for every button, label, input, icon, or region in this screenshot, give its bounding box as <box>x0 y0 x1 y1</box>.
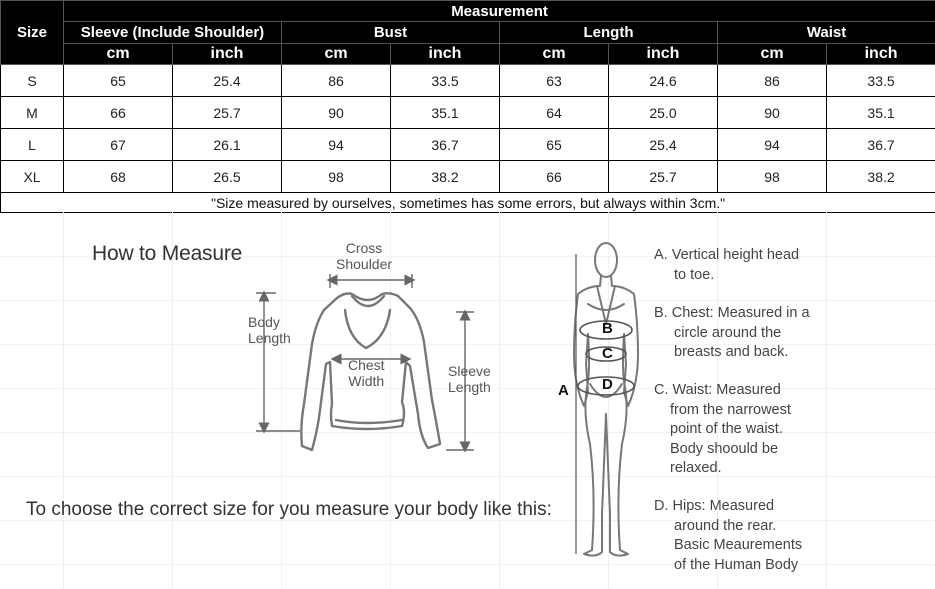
legend-line: B. Chest: Measured in a <box>654 305 810 321</box>
legend-line: point of the waist. <box>670 421 783 437</box>
body-length-label <box>248 314 291 346</box>
label-line: Body <box>248 314 280 330</box>
legend-line: Basic Meaurements <box>674 537 803 553</box>
label-line: Width <box>348 373 385 389</box>
body-letter-b: B <box>602 320 613 337</box>
legend-line: to toe. <box>674 266 715 283</box>
group-header-sleeve: Sleeve (Include Shoulder) <box>64 22 282 44</box>
size-chart-table <box>0 0 935 213</box>
instruction-text: To choose the correct size for you measure your body like this: <box>26 499 552 520</box>
unit-header: cm <box>718 44 827 65</box>
value-cell: 35.1 <box>391 97 500 129</box>
value-cell: 90 <box>718 97 827 129</box>
unit-header: inch <box>391 44 500 65</box>
value-cell: 94 <box>282 129 391 161</box>
body-letter-a: A <box>558 382 569 399</box>
legend-line: C. Waist: Measured <box>654 382 781 398</box>
value-cell: 35.1 <box>827 97 935 129</box>
legend-line: relaxed. <box>670 460 722 476</box>
value-cell: 25.7 <box>173 97 282 129</box>
label-line: Chest <box>348 357 385 373</box>
table-row <box>1 97 935 129</box>
label-line: Length <box>248 330 291 346</box>
value-cell: 90 <box>282 97 391 129</box>
legend-item-b <box>654 304 810 363</box>
value-cell: 38.2 <box>827 161 935 193</box>
value-cell: 25.0 <box>609 97 718 129</box>
label-line: Length <box>448 379 491 395</box>
value-cell: 33.5 <box>827 65 935 97</box>
cross-shoulder-label <box>336 240 392 272</box>
unit-header: cm <box>64 44 173 65</box>
value-cell: 65 <box>500 129 609 161</box>
value-cell: 26.5 <box>173 161 282 193</box>
value-cell: 36.7 <box>391 129 500 161</box>
value-cell: 24.6 <box>609 65 718 97</box>
body-figure-icon <box>574 243 638 556</box>
label-line: Sleeve <box>448 363 491 379</box>
size-cell: XL <box>1 161 64 193</box>
value-cell: 86 <box>282 65 391 97</box>
size-cell: S <box>1 65 64 97</box>
group-header-waist: Waist <box>718 22 935 44</box>
group-header-bust: Bust <box>282 22 500 44</box>
value-cell: 63 <box>500 65 609 97</box>
size-cell: M <box>1 97 64 129</box>
label-line: Shoulder <box>336 256 393 272</box>
value-cell: 38.2 <box>391 161 500 193</box>
measurement-note: "Size measured by ourselves, sometimes has some errors, but always within 3cm." <box>1 193 935 213</box>
value-cell: 33.5 <box>391 65 500 97</box>
measurement-header: Measurement <box>64 1 935 22</box>
value-cell: 98 <box>718 161 827 193</box>
value-cell: 25.7 <box>609 161 718 193</box>
table-row <box>1 65 935 97</box>
table-row <box>1 161 935 193</box>
unit-header: cm <box>282 44 391 65</box>
legend-line: A. Vertical height head <box>654 247 800 263</box>
value-cell: 65 <box>64 65 173 97</box>
value-cell: 94 <box>718 129 827 161</box>
value-cell: 98 <box>282 161 391 193</box>
value-cell: 67 <box>64 129 173 161</box>
legend-line: of the Human Body <box>674 556 799 573</box>
body-letter-c: C <box>602 345 613 362</box>
legend-item-d <box>654 497 802 575</box>
unit-header: inch <box>609 44 718 65</box>
legend-line: breasts and back. <box>674 344 789 360</box>
unit-header: inch <box>827 44 935 65</box>
legend-line: Body shoould be <box>670 440 779 457</box>
how-to-measure-title: How to Measure <box>92 242 243 265</box>
size-header: Size <box>1 1 64 65</box>
legend-line: from the narrowest <box>670 401 791 418</box>
value-cell: 66 <box>500 161 609 193</box>
legend-line: D. Hips: Measured <box>654 498 775 514</box>
table-row <box>1 129 935 161</box>
legend-line: around the rear. <box>674 517 777 534</box>
value-cell: 26.1 <box>173 129 282 161</box>
value-cell: 64 <box>500 97 609 129</box>
value-cell: 66 <box>64 97 173 129</box>
chest-width-label <box>348 357 385 389</box>
unit-header: inch <box>173 44 282 65</box>
legend-item-c <box>654 381 791 479</box>
sleeve-length-label <box>448 363 491 395</box>
unit-header: cm <box>500 44 609 65</box>
label-line: Cross <box>345 240 383 256</box>
value-cell: 25.4 <box>609 129 718 161</box>
value-cell: 25.4 <box>173 65 282 97</box>
legend-item-a <box>654 246 799 285</box>
value-cell: 86 <box>718 65 827 97</box>
size-cell: L <box>1 129 64 161</box>
how-to-measure-panel <box>0 214 935 589</box>
group-header-length: Length <box>500 22 718 44</box>
legend-line: circle around the <box>674 324 782 341</box>
value-cell: 68 <box>64 161 173 193</box>
body-letter-d: D <box>602 376 613 393</box>
value-cell: 36.7 <box>827 129 935 161</box>
